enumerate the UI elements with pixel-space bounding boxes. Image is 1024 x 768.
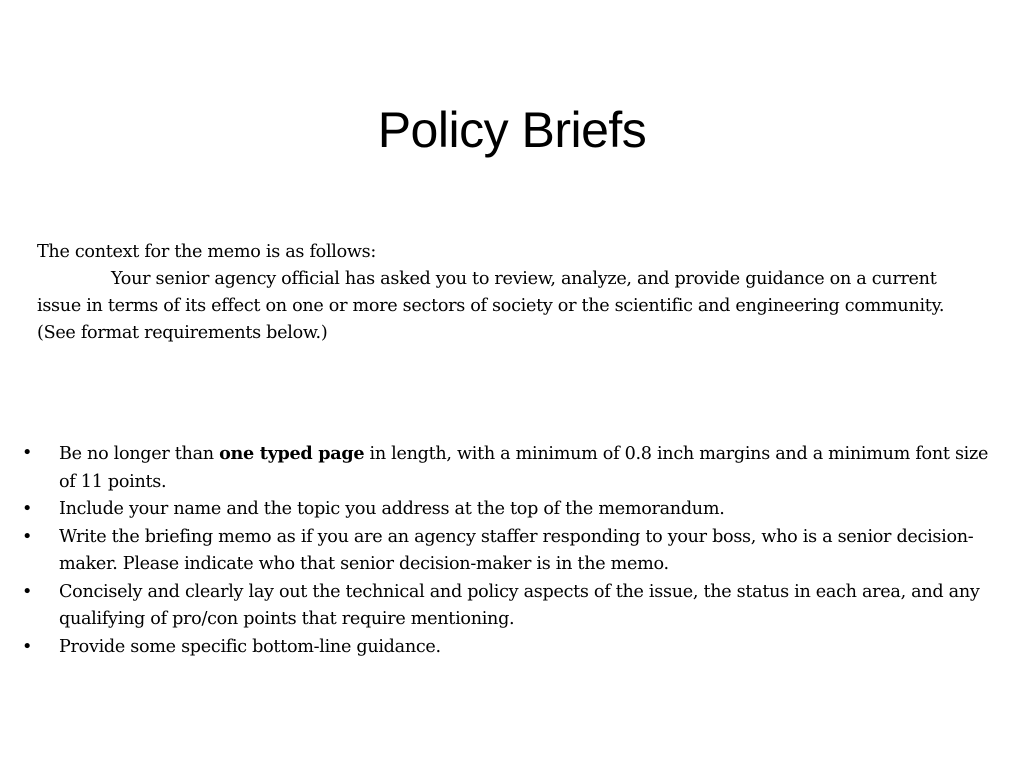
requirement-text: Provide some specific bottom-line guidance. [59,636,441,657]
requirement-text: Include your name and the topic you address at the top of the memorandum. [59,499,725,519]
bullet-icon: • [22,581,33,602]
requirement-item-technical-policy [0,579,990,634]
requirement-item-page-length [0,440,990,496]
bullet-icon: • [22,526,33,547]
requirement-item-name-topic [0,496,990,524]
context-intro: The context for the memo is as follows: [37,242,377,262]
requirement-text: in length, with a minimum of 0.8 inch margins and a minimum font size of 11 points. [59,444,989,492]
requirements-list [0,440,990,661]
bullet-icon: • [22,499,33,519]
slide-title: Policy Briefs [377,101,647,158]
context-body: Your senior agency official has asked you to review, analyze, and provide guidance on a current issue in terms of its effect on one or more sectors of society or the scientific and engineering community. (See format requirements below.) [37,269,945,343]
requirement-text: Be no longer than [59,444,220,464]
bullet-icon: • [22,443,33,463]
requirement-emphasis: one typed page [219,443,365,464]
requirement-item-bottom-line [0,634,990,662]
context-block [37,239,967,347]
requirement-item-staffer-voice [0,524,990,579]
bullet-icon: • [22,636,33,657]
requirement-text: Write the briefing memo as if you are an agency staffer responding to your boss, who is a senior decision-maker. Please indicate who that senior decision-maker is in the memo. [59,526,974,574]
requirement-text: Concisely and clearly lay out the technical and policy aspects of the issue, the status in each area, and any qualifying of pro/con points that require mentioning. [59,581,980,629]
